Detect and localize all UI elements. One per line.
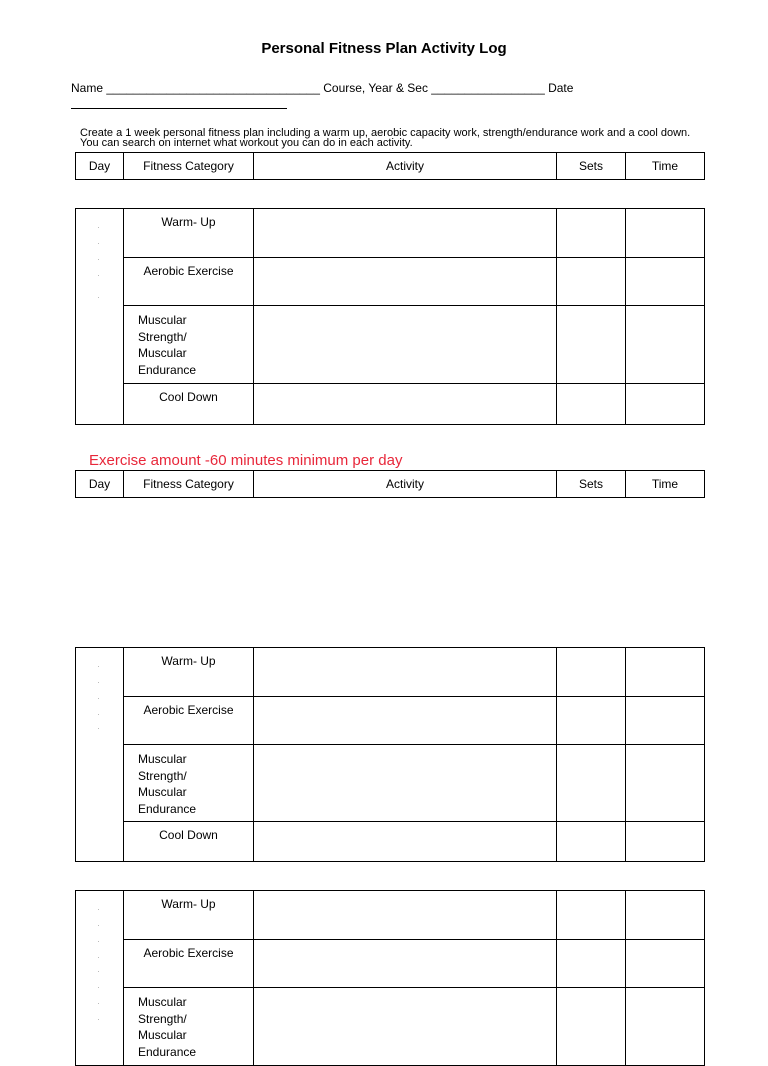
sets-cell[interactable]: [557, 306, 626, 384]
page-title: Personal Fitness Plan Activity Log: [261, 40, 507, 57]
day-block-2: [75, 647, 705, 862]
activity-cell[interactable]: [254, 822, 557, 862]
header-day: Day: [76, 471, 124, 498]
time-cell[interactable]: [626, 384, 705, 425]
header-day: Day: [76, 153, 124, 180]
category-cool-down: Cool Down: [124, 822, 254, 862]
time-cell[interactable]: [626, 697, 705, 745]
activity-cell[interactable]: [254, 209, 557, 258]
activity-cell[interactable]: [254, 384, 557, 425]
time-cell[interactable]: [626, 940, 705, 988]
header-fitness-category: Fitness Category: [124, 153, 254, 180]
category-aerobic-exercise: Aerobic Exercise: [124, 697, 254, 745]
header-fitness-category: Fitness Category: [124, 471, 254, 498]
time-cell[interactable]: [626, 258, 705, 306]
time-cell[interactable]: [626, 822, 705, 862]
header-sets: Sets: [557, 153, 626, 180]
time-cell[interactable]: [626, 648, 705, 697]
time-cell[interactable]: [626, 891, 705, 940]
time-cell[interactable]: [626, 306, 705, 384]
sets-cell[interactable]: [557, 988, 626, 1066]
student-info-line: Name ________________________________ Course, Year & Sec _________________ Date: [71, 81, 574, 95]
time-cell[interactable]: [626, 745, 705, 822]
header-time: Time: [626, 471, 705, 498]
category-aerobic-exercise: Aerobic Exercise: [124, 258, 254, 306]
category-muscular-strength-endurance: Muscular Strength/ Muscular Endurance: [124, 745, 254, 822]
exercise-amount-note: Exercise amount -60 minutes minimum per day: [89, 452, 403, 469]
header-row-1: [75, 152, 705, 180]
header-activity: Activity: [254, 153, 557, 180]
category-warm-up: Warm- Up: [124, 891, 254, 940]
activity-cell[interactable]: [254, 258, 557, 306]
day-cell[interactable]: [76, 209, 124, 425]
header-row-2: [75, 470, 705, 498]
day-block-1: [75, 208, 705, 425]
sets-cell[interactable]: [557, 648, 626, 697]
date-underline: [71, 108, 287, 109]
instructions-text: Create a 1 week personal fitness plan including a warm up, aerobic capacity work, strength/endurance work and a cool down. You can search on internet what workout you can do in each activity.: [80, 127, 691, 149]
activity-cell[interactable]: [254, 988, 557, 1066]
category-cool-down: Cool Down: [124, 384, 254, 425]
category-warm-up: Warm- Up: [124, 209, 254, 258]
sets-cell[interactable]: [557, 940, 626, 988]
activity-cell[interactable]: [254, 940, 557, 988]
sets-cell[interactable]: [557, 384, 626, 425]
activity-cell[interactable]: [254, 891, 557, 940]
header-time: Time: [626, 153, 705, 180]
sets-cell[interactable]: [557, 822, 626, 862]
day-cell[interactable]: [76, 891, 124, 1066]
activity-cell[interactable]: [254, 306, 557, 384]
category-warm-up: Warm- Up: [124, 648, 254, 697]
category-muscular-strength-endurance: Muscular Strength/ Muscular Endurance: [124, 306, 254, 384]
sets-cell[interactable]: [557, 258, 626, 306]
time-cell[interactable]: [626, 988, 705, 1066]
day-block-3: [75, 890, 705, 1066]
sets-cell[interactable]: [557, 697, 626, 745]
activity-cell[interactable]: [254, 648, 557, 697]
time-cell[interactable]: [626, 209, 705, 258]
header-activity: Activity: [254, 471, 557, 498]
activity-cell[interactable]: [254, 745, 557, 822]
header-sets: Sets: [557, 471, 626, 498]
day-cell[interactable]: [76, 648, 124, 862]
sets-cell[interactable]: [557, 891, 626, 940]
activity-cell[interactable]: [254, 697, 557, 745]
sets-cell[interactable]: [557, 209, 626, 258]
sets-cell[interactable]: [557, 745, 626, 822]
category-aerobic-exercise: Aerobic Exercise: [124, 940, 254, 988]
category-muscular-strength-endurance: Muscular Strength/ Muscular Endurance: [124, 988, 254, 1066]
